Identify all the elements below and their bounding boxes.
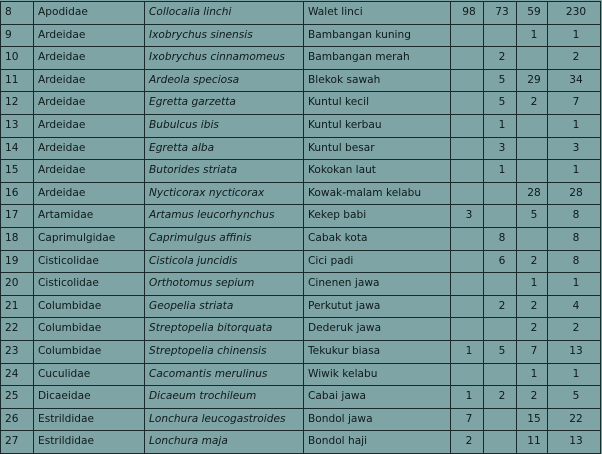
row-number-cell: 26 bbox=[1, 408, 34, 431]
scientific-name-cell: Lonchura maja bbox=[145, 431, 304, 454]
family-cell: Ardeidae bbox=[34, 24, 145, 47]
local-name-cell: Kuntul kerbau bbox=[304, 114, 451, 137]
total-cell: 5 bbox=[548, 386, 601, 409]
count-2-cell bbox=[484, 363, 517, 386]
local-name-cell: Dederuk jawa bbox=[304, 318, 451, 341]
bird-species-table bbox=[0, 1, 601, 454]
count-2-cell: 3 bbox=[484, 137, 517, 160]
table-row bbox=[1, 295, 601, 318]
count-1-cell bbox=[451, 137, 484, 160]
count-2-cell: 2 bbox=[484, 47, 517, 70]
count-1-cell: 1 bbox=[451, 340, 484, 363]
family-cell: Columbidae bbox=[34, 340, 145, 363]
scientific-name-cell: Dicaeum trochileum bbox=[145, 386, 304, 409]
table-row bbox=[1, 363, 601, 386]
local-name-cell: Cabai jawa bbox=[304, 386, 451, 409]
scientific-name-cell: Bubulcus ibis bbox=[145, 114, 304, 137]
count-3-cell: 2 bbox=[517, 386, 548, 409]
local-name-cell: Cinenen jawa bbox=[304, 273, 451, 296]
count-3-cell: 2 bbox=[517, 92, 548, 115]
total-cell: 2 bbox=[548, 47, 601, 70]
total-cell: 28 bbox=[548, 182, 601, 205]
count-1-cell bbox=[451, 160, 484, 183]
row-number-cell: 25 bbox=[1, 386, 34, 409]
count-3-cell: 2 bbox=[517, 295, 548, 318]
scientific-name-cell: Ardeola speciosa bbox=[145, 69, 304, 92]
count-1-cell: 7 bbox=[451, 408, 484, 431]
row-number-cell: 14 bbox=[1, 137, 34, 160]
local-name-cell: Blekok sawah bbox=[304, 69, 451, 92]
row-number-cell: 18 bbox=[1, 227, 34, 250]
count-1-cell bbox=[451, 295, 484, 318]
row-number-cell: 21 bbox=[1, 295, 34, 318]
count-2-cell bbox=[484, 205, 517, 228]
total-cell: 230 bbox=[548, 2, 601, 25]
family-cell: Estrildidae bbox=[34, 408, 145, 431]
local-name-cell: Kuntul kecil bbox=[304, 92, 451, 115]
table-body bbox=[1, 2, 601, 454]
count-2-cell: 1 bbox=[484, 114, 517, 137]
table-row bbox=[1, 92, 601, 115]
count-2-cell: 2 bbox=[484, 386, 517, 409]
total-cell: 3 bbox=[548, 137, 601, 160]
count-1-cell bbox=[451, 273, 484, 296]
family-cell: Cisticolidae bbox=[34, 250, 145, 273]
total-cell: 13 bbox=[548, 431, 601, 454]
count-2-cell bbox=[484, 408, 517, 431]
total-cell: 13 bbox=[548, 340, 601, 363]
total-cell: 34 bbox=[548, 69, 601, 92]
table-row bbox=[1, 160, 601, 183]
count-3-cell: 1 bbox=[517, 24, 548, 47]
total-cell: 1 bbox=[548, 273, 601, 296]
scientific-name-cell: Orthotomus sepium bbox=[145, 273, 304, 296]
count-1-cell bbox=[451, 69, 484, 92]
count-1-cell: 1 bbox=[451, 386, 484, 409]
table-row bbox=[1, 205, 601, 228]
count-1-cell bbox=[451, 24, 484, 47]
scientific-name-cell: Nycticorax nycticorax bbox=[145, 182, 304, 205]
row-number-cell: 13 bbox=[1, 114, 34, 137]
table-row bbox=[1, 386, 601, 409]
scientific-name-cell: Caprimulgus affinis bbox=[145, 227, 304, 250]
table-row bbox=[1, 2, 601, 25]
row-number-cell: 8 bbox=[1, 2, 34, 25]
count-3-cell bbox=[517, 160, 548, 183]
total-cell: 8 bbox=[548, 250, 601, 273]
row-number-cell: 24 bbox=[1, 363, 34, 386]
count-3-cell: 1 bbox=[517, 273, 548, 296]
local-name-cell: Wiwik kelabu bbox=[304, 363, 451, 386]
count-3-cell: 5 bbox=[517, 205, 548, 228]
count-1-cell bbox=[451, 250, 484, 273]
row-number-cell: 19 bbox=[1, 250, 34, 273]
row-number-cell: 17 bbox=[1, 205, 34, 228]
count-1-cell bbox=[451, 363, 484, 386]
count-3-cell: 7 bbox=[517, 340, 548, 363]
family-cell: Ardeidae bbox=[34, 92, 145, 115]
table-row bbox=[1, 137, 601, 160]
family-cell: Ardeidae bbox=[34, 114, 145, 137]
local-name-cell: Perkutut jawa bbox=[304, 295, 451, 318]
count-1-cell: 98 bbox=[451, 2, 484, 25]
count-1-cell bbox=[451, 114, 484, 137]
scientific-name-cell: Artamus leucorhynchus bbox=[145, 205, 304, 228]
family-cell: Columbidae bbox=[34, 318, 145, 341]
family-cell: Columbidae bbox=[34, 295, 145, 318]
scientific-name-cell: Cacomantis merulinus bbox=[145, 363, 304, 386]
local-name-cell: Walet linci bbox=[304, 2, 451, 25]
local-name-cell: Kowak-malam kelabu bbox=[304, 182, 451, 205]
count-2-cell bbox=[484, 24, 517, 47]
scientific-name-cell: Butorides striata bbox=[145, 160, 304, 183]
count-2-cell: 73 bbox=[484, 2, 517, 25]
count-3-cell: 11 bbox=[517, 431, 548, 454]
scientific-name-cell: Egretta garzetta bbox=[145, 92, 304, 115]
row-number-cell: 22 bbox=[1, 318, 34, 341]
local-name-cell: Bambangan kuning bbox=[304, 24, 451, 47]
row-number-cell: 12 bbox=[1, 92, 34, 115]
local-name-cell: Bondol haji bbox=[304, 431, 451, 454]
scientific-name-cell: Ixobrychus cinnamomeus bbox=[145, 47, 304, 70]
row-number-cell: 10 bbox=[1, 47, 34, 70]
count-3-cell: 1 bbox=[517, 363, 548, 386]
count-3-cell bbox=[517, 47, 548, 70]
count-2-cell bbox=[484, 273, 517, 296]
row-number-cell: 20 bbox=[1, 273, 34, 296]
local-name-cell: Kuntul besar bbox=[304, 137, 451, 160]
count-1-cell bbox=[451, 92, 484, 115]
family-cell: Estrildidae bbox=[34, 431, 145, 454]
count-3-cell bbox=[517, 227, 548, 250]
total-cell: 4 bbox=[548, 295, 601, 318]
scientific-name-cell: Streptopelia chinensis bbox=[145, 340, 304, 363]
count-3-cell: 2 bbox=[517, 318, 548, 341]
count-2-cell bbox=[484, 182, 517, 205]
table-row bbox=[1, 250, 601, 273]
total-cell: 2 bbox=[548, 318, 601, 341]
total-cell: 7 bbox=[548, 92, 601, 115]
row-number-cell: 15 bbox=[1, 160, 34, 183]
local-name-cell: Kekep babi bbox=[304, 205, 451, 228]
local-name-cell: Kokokan laut bbox=[304, 160, 451, 183]
scientific-name-cell: Ixobrychus sinensis bbox=[145, 24, 304, 47]
count-3-cell: 29 bbox=[517, 69, 548, 92]
local-name-cell: Bondol jawa bbox=[304, 408, 451, 431]
family-cell: Ardeidae bbox=[34, 137, 145, 160]
count-1-cell: 2 bbox=[451, 431, 484, 454]
count-2-cell: 8 bbox=[484, 227, 517, 250]
count-3-cell bbox=[517, 114, 548, 137]
count-3-cell: 28 bbox=[517, 182, 548, 205]
table-row bbox=[1, 47, 601, 70]
count-2-cell: 5 bbox=[484, 92, 517, 115]
table-row bbox=[1, 340, 601, 363]
scientific-name-cell: Egretta alba bbox=[145, 137, 304, 160]
total-cell: 1 bbox=[548, 363, 601, 386]
family-cell: Cuculidae bbox=[34, 363, 145, 386]
row-number-cell: 27 bbox=[1, 431, 34, 454]
local-name-cell: Tekukur biasa bbox=[304, 340, 451, 363]
scientific-name-cell: Streptopelia bitorquata bbox=[145, 318, 304, 341]
family-cell: Ardeidae bbox=[34, 182, 145, 205]
scientific-name-cell: Geopelia striata bbox=[145, 295, 304, 318]
total-cell: 1 bbox=[548, 160, 601, 183]
count-1-cell bbox=[451, 47, 484, 70]
table-row bbox=[1, 24, 601, 47]
local-name-cell: Cici padi bbox=[304, 250, 451, 273]
count-1-cell bbox=[451, 182, 484, 205]
row-number-cell: 9 bbox=[1, 24, 34, 47]
row-number-cell: 16 bbox=[1, 182, 34, 205]
count-2-cell: 5 bbox=[484, 69, 517, 92]
family-cell: Ardeidae bbox=[34, 47, 145, 70]
count-2-cell: 1 bbox=[484, 160, 517, 183]
row-number-cell: 11 bbox=[1, 69, 34, 92]
total-cell: 1 bbox=[548, 114, 601, 137]
count-2-cell: 2 bbox=[484, 295, 517, 318]
local-name-cell: Cabak kota bbox=[304, 227, 451, 250]
table-row bbox=[1, 114, 601, 137]
count-3-cell: 59 bbox=[517, 2, 548, 25]
family-cell: Apodidae bbox=[34, 2, 145, 25]
total-cell: 1 bbox=[548, 24, 601, 47]
scientific-name-cell: Collocalia linchi bbox=[145, 2, 304, 25]
total-cell: 8 bbox=[548, 227, 601, 250]
scientific-name-cell: Cisticola juncidis bbox=[145, 250, 304, 273]
family-cell: Cisticolidae bbox=[34, 273, 145, 296]
count-2-cell: 6 bbox=[484, 250, 517, 273]
total-cell: 8 bbox=[548, 205, 601, 228]
count-3-cell bbox=[517, 137, 548, 160]
table-row bbox=[1, 227, 601, 250]
count-3-cell: 15 bbox=[517, 408, 548, 431]
family-cell: Dicaeidae bbox=[34, 386, 145, 409]
count-1-cell bbox=[451, 318, 484, 341]
count-1-cell bbox=[451, 227, 484, 250]
table-row bbox=[1, 408, 601, 431]
family-cell: Caprimulgidae bbox=[34, 227, 145, 250]
table-row bbox=[1, 69, 601, 92]
table-row bbox=[1, 318, 601, 341]
family-cell: Ardeidae bbox=[34, 160, 145, 183]
scientific-name-cell: Lonchura leucogastroides bbox=[145, 408, 304, 431]
count-3-cell: 2 bbox=[517, 250, 548, 273]
row-number-cell: 23 bbox=[1, 340, 34, 363]
family-cell: Artamidae bbox=[34, 205, 145, 228]
count-1-cell: 3 bbox=[451, 205, 484, 228]
count-2-cell: 5 bbox=[484, 340, 517, 363]
family-cell: Ardeidae bbox=[34, 69, 145, 92]
table-row bbox=[1, 182, 601, 205]
total-cell: 22 bbox=[548, 408, 601, 431]
local-name-cell: Bambangan merah bbox=[304, 47, 451, 70]
table-row bbox=[1, 273, 601, 296]
count-2-cell bbox=[484, 318, 517, 341]
